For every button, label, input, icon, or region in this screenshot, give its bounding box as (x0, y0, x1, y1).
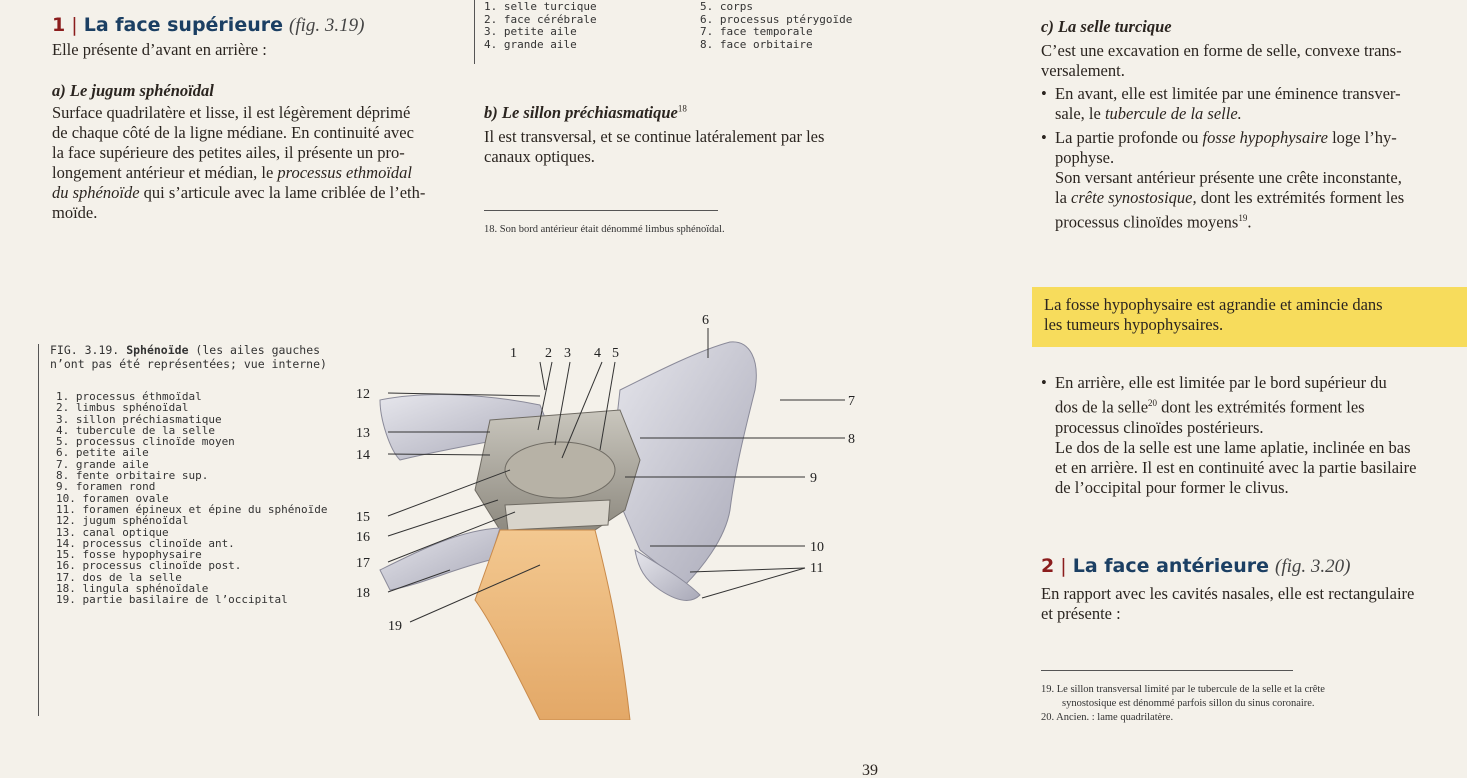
label-17: 17 (356, 556, 370, 571)
legend-item: 1. processus éthmoïdal (56, 390, 202, 403)
selle-bullets-2 (1041, 373, 1466, 498)
label-8: 8 (848, 432, 855, 447)
legend-item: 9. foramen rond (56, 480, 156, 494)
top-legend-col1: 1. selle turcique 2. face cérébrale 3. petite aile 4. grande aile (484, 0, 597, 51)
label-3: 3 (564, 346, 571, 361)
sphenoid-illustration (340, 300, 880, 720)
label-6: 6 (702, 313, 709, 328)
legend-item: 18. lingula sphénoïdale (56, 582, 209, 596)
label-14: 14 (356, 448, 370, 463)
label-1: 1 (510, 346, 517, 361)
figure-legend (56, 391, 328, 606)
label-16: 16 (356, 530, 370, 545)
legend-item: 7. grande aile (56, 457, 149, 471)
footnote-rule (484, 210, 718, 211)
footnote-rule-right (1041, 670, 1293, 671)
label-10: 10 (810, 540, 824, 555)
label-2: 2 (545, 346, 552, 361)
bullet-item: • En arrière, elle est limitée par le bord supérieur du dos de la selle$^{20}$ dont les extrémités forment les processus clinoïdes postérieurs. Le dos de la selle est une lame aplatie, inclinée en bas et en arrière. Il est en continuité avec la partie basilaire de l’occipital pour former le clivus. (1041, 373, 1466, 498)
subheading-jugum: a) Le jugum sphénoïdal (52, 81, 214, 100)
footnote-18: 18. Son bord antérieur était dénommé limbus sphénoïdal. (484, 224, 725, 235)
legend-divider (474, 0, 475, 64)
label-19: 19 (388, 619, 402, 634)
legend-item: 3. sillon préchiasmatique (56, 412, 222, 426)
label-4: 4 (594, 346, 601, 361)
label-11: 11 (810, 561, 824, 576)
dorsum-sellae (505, 500, 610, 530)
selle-paragraph: C’est une excavation en forme de selle, convexe trans- versalement. (1041, 41, 1402, 80)
occipital-basilar (475, 530, 630, 720)
face-anterieure-paragraph: En rapport avec les cavités nasales, elle est rectangulaire et présente : (1041, 584, 1415, 623)
legend-item: 12. jugum sphénoïdal (56, 514, 189, 528)
footnotes-right: 19. Le sillon transversal limité par le tubercule de la selle et la crête synostosique est dénommé parfois sillon du sinus coronaire. 20. Ancien. : lame quadrilatère. (1041, 684, 1325, 723)
page-number: 39 (862, 762, 878, 778)
label-15: 15 (356, 510, 370, 525)
sillon-paragraph: Il est transversal, et se continue latéralement par les canaux optiques. (484, 127, 825, 166)
legend-item: 11. foramen épineux et épine du sphénoïde (56, 502, 328, 516)
legend-item: 4. tubercule de la selle (56, 423, 215, 437)
selle-bullets (1041, 84, 1466, 233)
bullet-item: • En avant, elle est limitée par une éminence transver- sale, le tubercule de la selle. (1041, 84, 1466, 124)
label-18: 18 (356, 586, 370, 601)
legend-item: 5. processus clinoïde moyen (56, 435, 235, 449)
legend-item: 19. partie basilaire de l’occipital (56, 593, 288, 607)
leader-11b (702, 568, 805, 598)
label-12: 12 (356, 387, 370, 402)
label-9: 9 (810, 471, 817, 486)
jugum-paragraph: Surface quadrilatère et lisse, il est légèrement déprimé de chaque côté de la ligne médiane. En continuité avec la face supérieure des petites ailes, il présente un pro- longement antérieur et médian, le processus ethmoïdal du sphénoïde qui s’articule avec la lame criblée de l’eth- moïde. (52, 103, 426, 222)
clinical-callout: La fosse hypophysaire est agrandie et amincie dans les tumeurs hypophysaires. (1032, 287, 1467, 347)
caption-rule (38, 344, 39, 716)
subheading-selle: c) La selle turcique (1041, 17, 1172, 36)
leader-11a (690, 568, 805, 572)
legend-item: 16. processus clinoïde post. (56, 559, 242, 573)
legend-item: 2. limbus sphénoïdal (56, 401, 189, 415)
top-legend-col2: 5. corps 6. processus ptérygoïde 7. face temporale 8. face orbitaire (700, 0, 853, 51)
legend-item: 10. foramen ovale (56, 491, 169, 505)
legend-item: 17. dos de la selle (56, 570, 182, 584)
intro-text: Elle présente d’avant en arrière : (52, 40, 267, 59)
legend-item: 15. fosse hypophysaire (56, 548, 202, 562)
label-13: 13 (356, 426, 370, 441)
subheading-sillon: b) Le sillon préchiasmatique$^{18}$ (484, 103, 687, 122)
leader-1 (540, 362, 545, 390)
section-heading-2: 2 | La face antérieure (fig. 3.20) (1041, 555, 1351, 577)
figure-caption: FIG. 3.19. Sphénoïde (les ailes gauches n’ont pas été représentées; vue interne) (50, 343, 327, 371)
legend-item: 14. processus clinoïde ant. (56, 536, 235, 550)
section-heading-1: 1 | La face supérieure (fig. 3.19) (52, 14, 365, 36)
label-7: 7 (848, 394, 855, 409)
hypophyseal-fossa (505, 442, 615, 498)
legend-item: 8. fente orbitaire sup. (56, 469, 209, 483)
legend-item: 6. petite aile (56, 446, 149, 460)
bullet-item: • La partie profonde ou fosse hypophysaire loge l’hy- pophyse. Son versant antérieur présente une crête inconstante, la crête synostosique, dont les extrémités forment les processus clinoïdes moyens$^{19}$. (1041, 128, 1466, 233)
legend-item: 13. canal optique (56, 525, 169, 539)
label-5: 5 (612, 346, 619, 361)
